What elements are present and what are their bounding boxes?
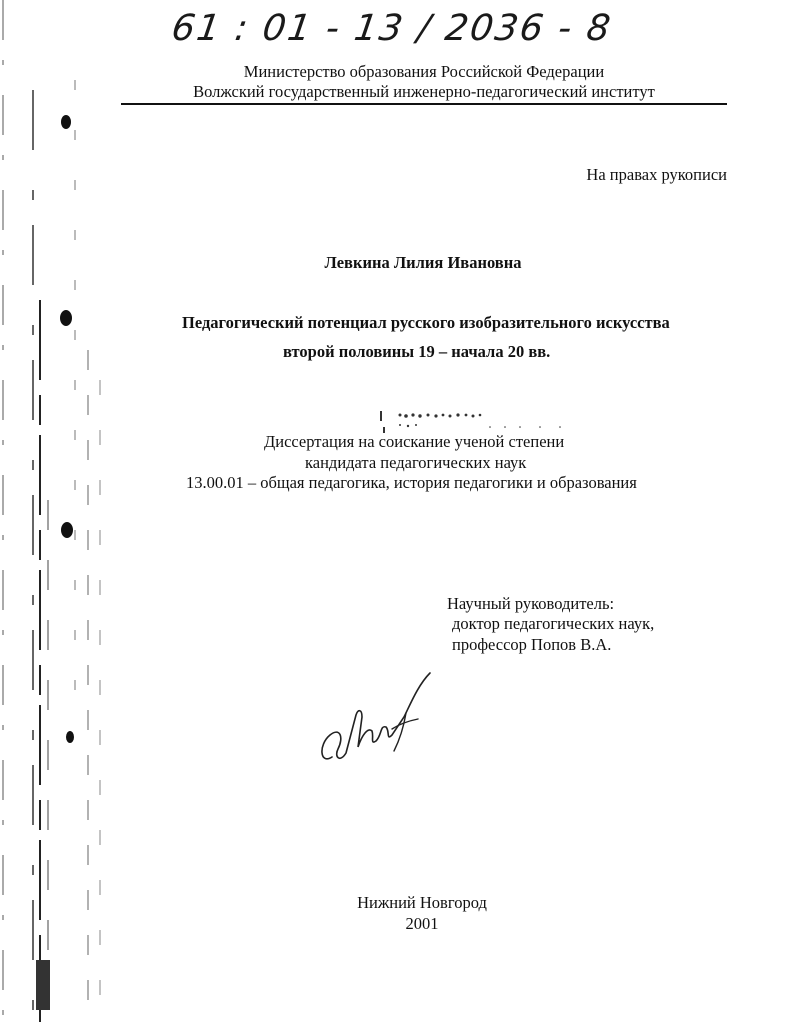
city: Нижний Новгород — [357, 893, 487, 912]
handwritten-signature — [310, 665, 440, 775]
header-rule — [121, 103, 727, 105]
author-name: Левкина Лилия Ивановна — [324, 253, 522, 272]
degree-line1: Диссертация на соискание ученой степени — [264, 432, 565, 451]
manuscript-rights: На правах рукописи — [586, 165, 727, 184]
archive-code: 61 : 01 - 13 / 2036 - 8 — [169, 8, 615, 49]
institute-name: Волжский государственный инженерно-педагогический институт — [193, 82, 655, 101]
advisor-label: Научный руководитель: — [447, 594, 615, 613]
advisor-name: профессор Попов В.А. — [452, 635, 612, 654]
specialty-code: 13.00.01 – общая педагогика, история педагогики и образования — [186, 473, 637, 492]
degree-line2: кандидата педагогических наук — [305, 453, 527, 472]
ministry-name: Министерство образования Российской Федерации — [243, 62, 605, 81]
scan-edge-artifacts — [0, 0, 110, 1022]
thesis-title-line2: второй половины 19 – начала 20 вв. — [283, 342, 551, 361]
year: 2001 — [405, 914, 439, 933]
advisor-degree: доктор педагогических наук, — [452, 614, 655, 633]
thesis-title-line1: Педагогический потенциал русского изобразительного искусства — [182, 313, 670, 332]
stamp-smudge — [380, 405, 580, 435]
